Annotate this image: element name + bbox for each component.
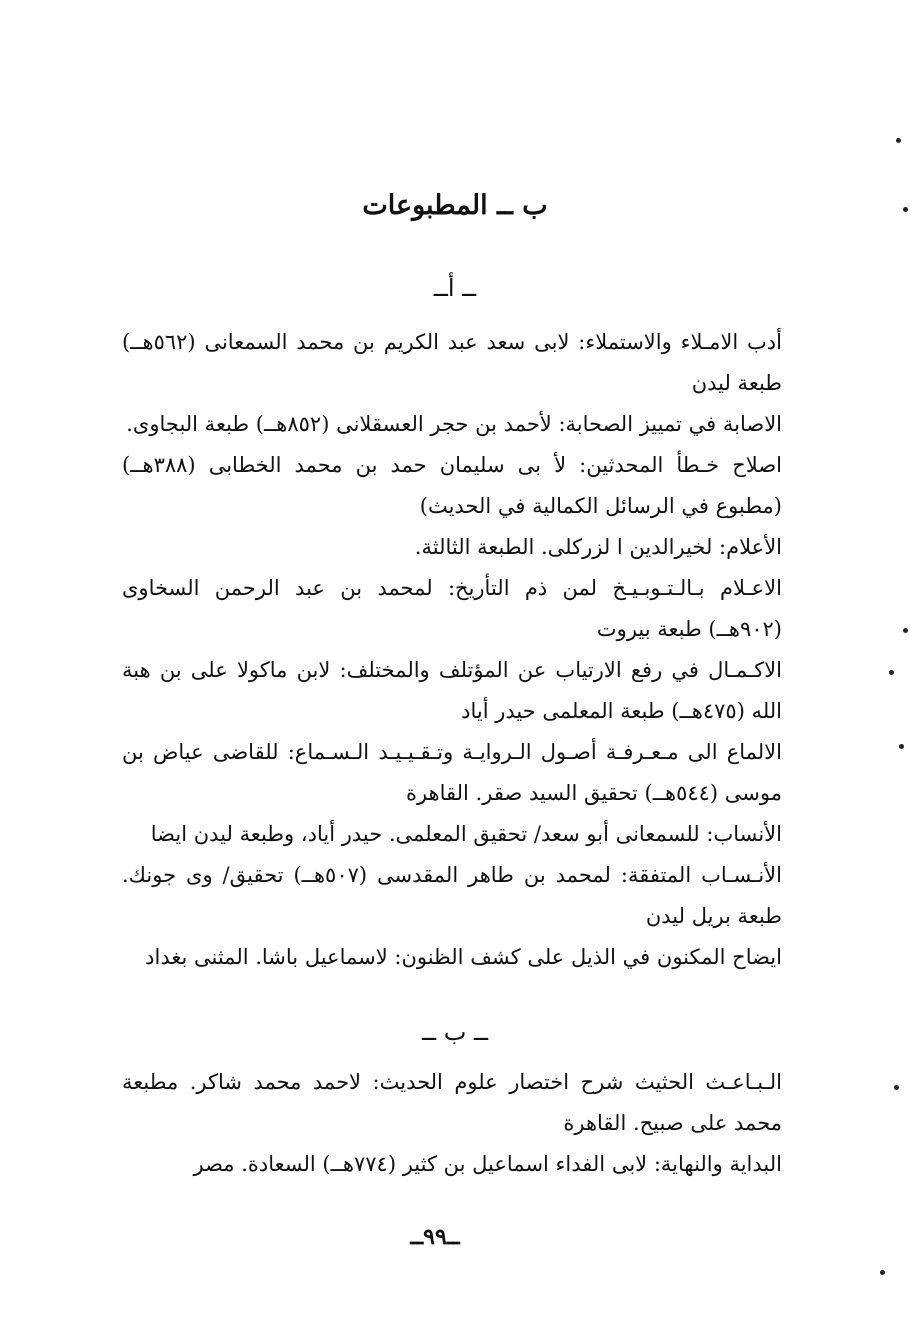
scan-speck (903, 207, 908, 212)
section-title: ب ــ المطبوعات (362, 190, 548, 221)
bibliography-entry: ايضاح المكنون في الذيل على كشف الظنون: لاسماعيل باشا. المثنى بغداد (145, 945, 782, 969)
bibliography-entry: الأنـسـاب المتفقة: لمحمد بن طاهر المقدسى (٥٠٧هــ) تحقيق/ وى جونك. طبعة بريل ليدن (122, 863, 782, 928)
letter-heading-ba: ــ ب ــ (422, 1018, 488, 1046)
bibliography-list-alif (122, 322, 782, 978)
scan-speck (880, 1270, 885, 1275)
bibliography-entry: البداية والنهاية: لابى الفداء اسماعيل بن كثير (٧٧٤هــ) السعادة. مصر (193, 1152, 782, 1176)
scan-speck (896, 138, 901, 143)
bibliography-entry: الالماع الى مـعـرفـة أصـول الـروايـة وتـقـيـيـد الـسـماع: للقاضى عياض بن موسى (٥٤٤هــ) تحقيق السيد صقر. القاهرة (122, 740, 782, 805)
bibliography-entry: الأعلام: لخيرالدين ا لزركلى. الطبعة الثالثة. (414, 535, 782, 559)
letter-heading-alif: ــ أــ (433, 274, 477, 302)
bibliography-entry: الاكـمـال في رفع الارتياب عن المؤتلف والمختلف: لابن ماكولا على بن هبة الله (٤٧٥هــ) طبعة المعلمى حيدر أياد (122, 658, 782, 723)
scan-speck (894, 1085, 899, 1090)
scan-speck (903, 628, 908, 633)
scan-speck (889, 670, 894, 675)
bibliography-entry: الاعـلام بـالـتـوبـيـخ لمن ذم التأريخ: لمحمد بن عبد الرحمن السخاوى (٩٠٢هــ) طبعة بيروت (122, 576, 782, 641)
bibliography-entry: اصلاح خـطأ المحدثين: لأ بى سليمان حمد بن محمد الخطابى (٣٨٨هــ) (مطبوع في الرسائل الكمالية في الحديث) (122, 453, 782, 518)
bibliography-list-ba (122, 1062, 782, 1185)
bibliography-entry: الـبـاعـث الحثيث شرح اختصار علوم الحديث: لاحمد محمد شاكر. مطبعة محمد على صبيح. القاهرة (122, 1070, 782, 1135)
page-number: ــ٩٩ــ (410, 1224, 460, 1250)
scan-speck (899, 744, 904, 749)
bibliography-entry: الأنساب: للسمعانى أبو سعد/ تحقيق المعلمى. حيدر أياد، وطبعة ليدن ايضا (150, 822, 782, 846)
bibliography-entry: الاصابة في تمييز الصحابة: لأحمد بن حجر العسقلانى (٨٥٢هــ) طبعة البجاوى. (126, 412, 782, 436)
bibliography-entry: أدب الامـلاء والاستملاء: لابى سعد عبد الكريم بن محمد السمعانى (٥٦٢هــ) طبعة ليدن (122, 330, 782, 395)
